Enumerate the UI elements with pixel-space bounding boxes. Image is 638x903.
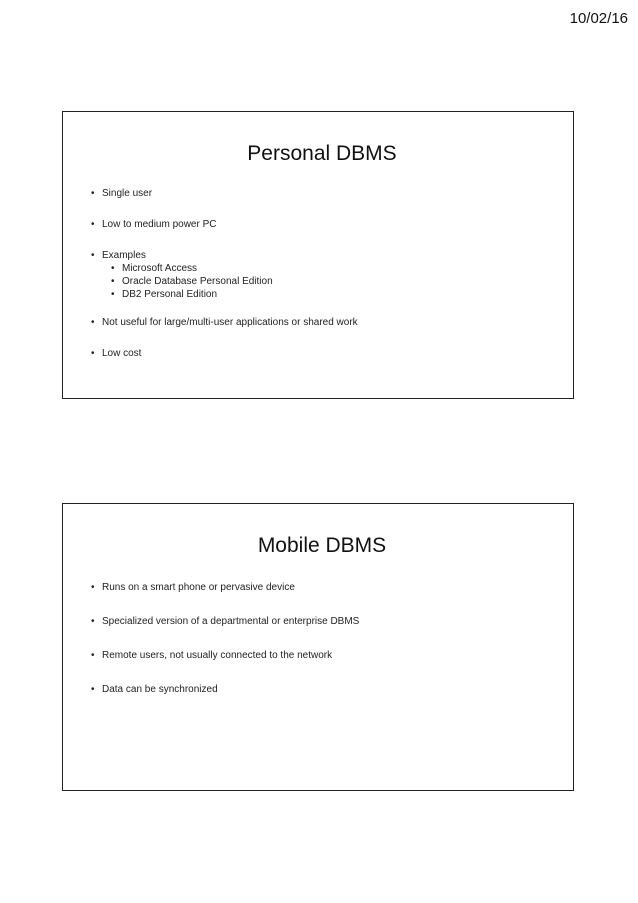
bullet-item [91, 581, 553, 594]
slide-title: Personal DBMS [247, 142, 397, 165]
bullet-text: Not useful for large/multi-user applications or shared work [102, 317, 358, 328]
sub-bullet-list [102, 262, 553, 301]
slide-personal-dbms [62, 111, 574, 399]
bullet-text: Runs on a smart phone or pervasive device [102, 582, 295, 593]
bullet-item [91, 218, 553, 231]
bullet-list [91, 581, 553, 717]
bullet-item-examples [91, 249, 553, 301]
slide-title: Mobile DBMS [257, 534, 387, 557]
bullet-item [91, 649, 553, 662]
sub-bullet-item: • DB2 Personal Edition [102, 288, 553, 301]
bullet-item [91, 187, 553, 200]
page-date: 10/02/16 [569, 10, 628, 27]
bullet-text: Single user [102, 188, 153, 199]
bullet-item [91, 316, 553, 329]
slide-mobile-dbms [62, 503, 574, 791]
bullet-text: Low cost [102, 348, 142, 359]
bullet-text: Remote users, not usually connected to the network [102, 650, 333, 661]
bullet-text: Data can be synchronized [102, 684, 218, 695]
bullet-text: Examples [102, 250, 146, 261]
bullet-list [91, 187, 553, 378]
bullet-item [91, 615, 553, 628]
bullet-item [91, 347, 553, 360]
bullet-text: Low to medium power PC [102, 219, 217, 230]
sub-bullet-item: • Microsoft Access [102, 262, 553, 275]
bullet-item [91, 683, 553, 696]
sub-bullet-item: • Oracle Database Personal Edition [102, 275, 553, 288]
bullet-text: Specialized version of a departmental or enterprise DBMS [102, 616, 360, 627]
